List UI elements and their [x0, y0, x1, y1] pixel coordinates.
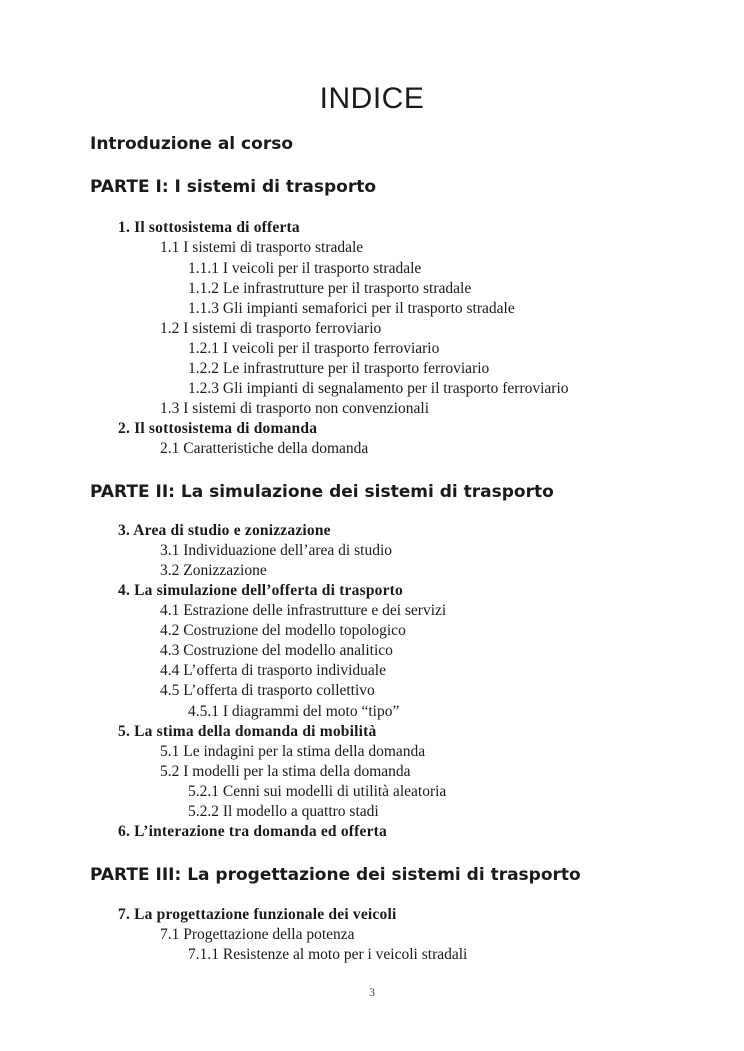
toc-subsection: 1.2.2 Le infrastrutture per il trasporto ferroviario: [188, 360, 490, 377]
toc-subsection: 1.2.3 Gli impianti di segnalamento per il trasporto ferroviario: [188, 380, 569, 397]
toc-chapter: 1. Il sottosistema di offerta: [118, 219, 300, 236]
toc-section: 4.2 Costruzione del modello topologico: [160, 622, 406, 639]
toc-chapter: 3. Area di studio e zonizzazione: [118, 522, 331, 539]
toc-subsection: 7.1.1 Resistenze al moto per i veicoli stradali: [188, 946, 468, 963]
toc-section: 4.4 L’offerta di trasporto individuale: [160, 662, 386, 679]
toc-subsection: 1.2.1 I veicoli per il trasporto ferroviario: [188, 340, 440, 357]
toc-chapter: 4. La simulazione dell’offerta di trasporto: [118, 582, 403, 599]
page-title: INDICE: [319, 82, 425, 115]
toc-chapter: 6. L’interazione tra domanda ed offerta: [118, 823, 387, 840]
toc-section: 2.1 Caratteristiche della domanda: [160, 440, 369, 457]
toc-section: 4.3 Costruzione del modello analitico: [160, 642, 393, 659]
part-2-heading: PARTE II: La simulazione dei sistemi di trasporto: [90, 482, 554, 502]
toc-subsection: 1.1.1 I veicoli per il trasporto stradale: [188, 260, 422, 277]
toc-chapter: 2. Il sottosistema di domanda: [118, 420, 318, 437]
toc-section: 3.1 Individuazione dell’area di studio: [160, 542, 393, 559]
toc-section: 3.2 Zonizzazione: [160, 562, 267, 579]
toc-subsection: 1.1.3 Gli impianti semaforici per il trasporto stradale: [188, 300, 515, 317]
toc-chapter: 5. La stima della domanda di mobilità: [118, 723, 377, 740]
toc-section: 1.2 I sistemi di trasporto ferroviario: [160, 320, 382, 337]
part-3-heading: PARTE III: La progettazione dei sistemi di trasporto: [90, 865, 581, 885]
page-number: 3: [369, 985, 375, 999]
toc-section: 7.1 Progettazione della potenza: [160, 926, 355, 943]
toc-subsection: 5.2.1 Cenni sui modelli di utilità aleatoria: [188, 783, 447, 800]
part-1-heading: PARTE I: I sistemi di trasporto: [90, 177, 377, 197]
toc-section: 1.1 I sistemi di trasporto stradale: [160, 239, 364, 256]
intro-heading: Introduzione al corso: [90, 134, 293, 154]
toc-chapter: 7. La progettazione funzionale dei veicoli: [118, 906, 397, 923]
toc-section: 4.5 L’offerta di trasporto collettivo: [160, 682, 375, 699]
toc-section: 1.3 I sistemi di trasporto non convenzionali: [160, 400, 430, 417]
toc-subsection: 5.2.2 Il modello a quattro stadi: [188, 803, 379, 820]
toc-section: 5.2 I modelli per la stima della domanda: [160, 763, 411, 780]
toc-section: 5.1 Le indagini per la stima della domanda: [160, 743, 426, 760]
toc-subsection: 4.5.1 I diagrammi del moto “tipo”: [188, 703, 400, 720]
toc-section: 4.1 Estrazione delle infrastrutture e dei servizi: [160, 602, 447, 619]
toc-subsection: 1.1.2 Le infrastrutture per il trasporto stradale: [188, 280, 472, 297]
